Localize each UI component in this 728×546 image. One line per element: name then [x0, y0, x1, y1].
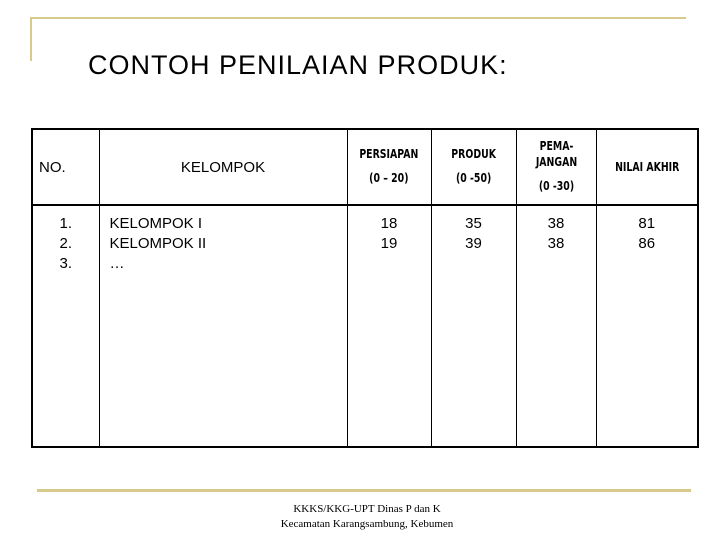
grading-table: [31, 128, 699, 448]
header-persiapan-range: (0 – 20): [369, 170, 409, 185]
header-pemajangan-label-2: JANGAN: [535, 155, 577, 169]
header-pemajangan-range: (0 -30): [538, 178, 574, 193]
table-body-row: [32, 205, 698, 447]
slide-title: CONTOH PENILAIAN PRODUK:: [88, 50, 508, 80]
column-produk: [431, 205, 516, 447]
footer-line-2: Kecamatan Karangsambung, Kebumen: [280, 518, 454, 530]
column-kelompok: [99, 205, 347, 447]
column-persiapan: [347, 205, 431, 447]
cell-persiapan: [348, 254, 431, 274]
column-pemajangan: [516, 205, 596, 447]
footer-line-1: KKKS/KKG-UPT Dinas P dan K: [293, 503, 441, 515]
cell-produk: 39: [465, 235, 482, 252]
header-produk-range: (0 -50): [455, 170, 492, 185]
cell-nilai-akhir: [597, 254, 698, 274]
table-header-row: [32, 129, 698, 205]
header-produk: [431, 129, 516, 205]
cell-produk: [432, 254, 516, 274]
slide-frame-top-line: [30, 17, 686, 19]
header-pemajangan: [516, 129, 596, 205]
cell-kelompok: KELOMPOK II: [109, 235, 207, 252]
cell-persiapan: 19: [380, 235, 398, 252]
header-produk-label: PRODUK: [451, 147, 496, 162]
cell-nilai-akhir: 86: [638, 235, 656, 252]
cell-no: 1.: [59, 215, 72, 232]
header-persiapan: [347, 129, 431, 205]
slide-frame-bottom-line: [37, 489, 691, 492]
cell-no: 2.: [59, 235, 72, 252]
header-nilai-akhir-label: NILAI AKHIR: [614, 160, 679, 174]
cell-kelompok: KELOMPOK I: [109, 215, 203, 232]
slide-footer: [272, 502, 462, 532]
slide-frame-left-line: [30, 17, 32, 61]
cell-pemajangan: 38: [547, 215, 565, 232]
cell-no: 3.: [59, 255, 72, 272]
cell-pemajangan: 38: [547, 235, 565, 252]
header-persiapan-label: PERSIAPAN: [359, 147, 419, 162]
column-nilai-akhir: [596, 205, 698, 447]
cell-kelompok: …: [109, 255, 125, 272]
column-no: [32, 205, 99, 447]
header-pemajangan-label-1: PEMA-: [539, 139, 573, 154]
cell-pemajangan: [517, 254, 596, 274]
header-nilai-akhir: [596, 129, 698, 205]
header-kelompok: KELOMPOK: [99, 129, 347, 205]
header-no: NO.: [32, 129, 99, 205]
cell-nilai-akhir: 81: [638, 215, 656, 232]
cell-produk: 35: [465, 215, 482, 232]
cell-persiapan: 18: [380, 215, 398, 232]
